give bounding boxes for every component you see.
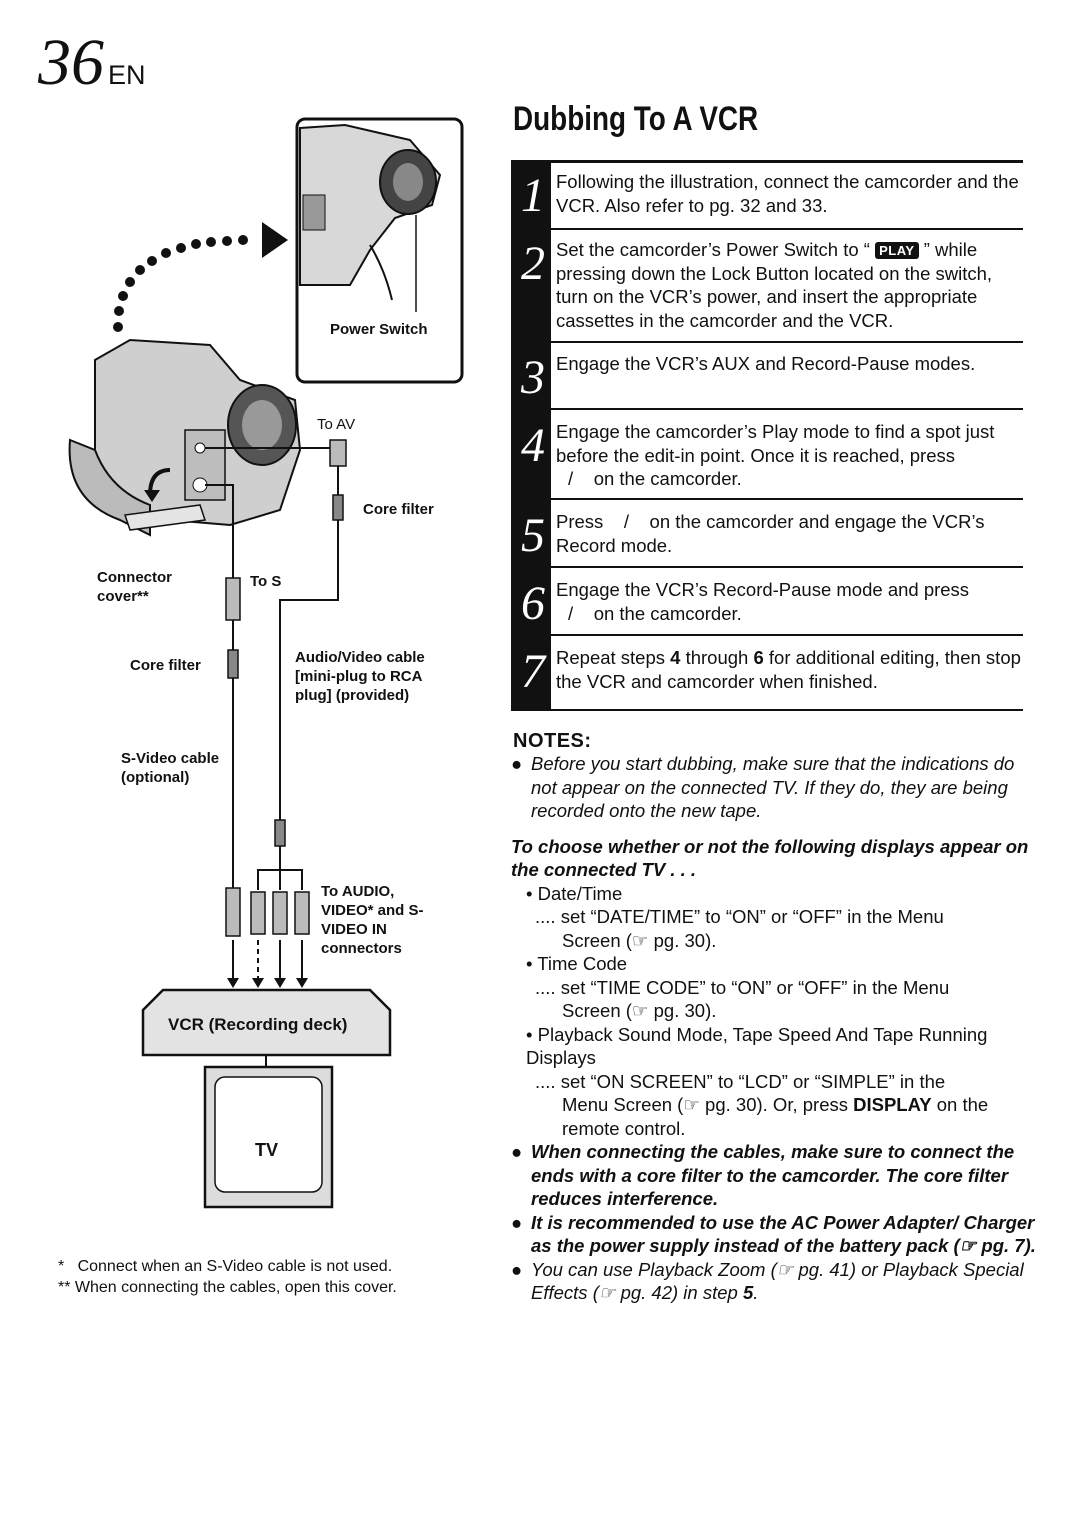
bullet-icon: ● (511, 753, 523, 774)
divider (551, 634, 1023, 636)
step-number: 5 (521, 509, 545, 562)
av-cable-label: Audio/Video cable [mini-plug to RCA plug] (provided) (295, 649, 425, 704)
dotted-arc (113, 222, 288, 332)
bullet-icon: ● (511, 1141, 523, 1162)
step-text (556, 420, 1023, 491)
divider (551, 709, 1023, 711)
to-audio-label: To AUDIO, VIDEO* and S-VIDEO IN connectors (321, 883, 424, 957)
step-ref: 5 (742, 1282, 754, 1303)
note-item (511, 1211, 1036, 1258)
step-text: Press / on the camcorder and engage the VCR’s Record mode. (556, 511, 990, 556)
step-number: 2 (521, 237, 545, 290)
arrows (233, 940, 302, 980)
display-item-cont: Displays (526, 1047, 596, 1068)
bullet-icon: ● (511, 1211, 523, 1233)
step-text-b: ” while pressing down the Lock Button located on the switch, turn on the VCR’s power, and insert the appropriate cassettes in the camcorder and the VCR. (556, 239, 993, 331)
divider (551, 160, 1023, 163)
note-text: When connecting the cables, make sure to connect the ends with a core filter to the camcorder. The core filter reduces interference. (531, 1141, 1015, 1209)
divider (551, 228, 1023, 230)
divider (551, 566, 1023, 568)
step-text (556, 646, 1023, 693)
step-text (556, 238, 1023, 332)
step-text-c: for additional editing, then stop the VCR and camcorder when finished. (556, 647, 1021, 692)
page-title: Dubbing To A VCR (513, 100, 759, 138)
notes-body (511, 752, 1036, 1305)
step-text: Following the illustration, connect the camcorder and the VCR. Also refer to pg. 32 and 33. (556, 171, 1019, 216)
tv-label: TV (255, 1140, 279, 1160)
notes-heading: NOTES: (513, 730, 592, 752)
step-text (556, 578, 1023, 625)
step-ref: 4 (670, 647, 681, 668)
display-item: • Time Code (526, 953, 628, 974)
note-item (511, 752, 1036, 823)
power-switch-label: Power Switch (330, 321, 428, 338)
step-text-a: Set the camcorder’s Power Switch to “ (556, 239, 870, 260)
display-item: • Date/Time (526, 882, 623, 904)
note-text: . (753, 1282, 759, 1303)
step-text-a: Engage the camcorder’s Play mode to find a spot just before the edit-in point. Once it is reached, press (556, 421, 995, 466)
step-number: 1 (521, 169, 545, 222)
note-text: You can use Playback Zoom (☞ pg. 41) or Playback Special Effects (☞ pg. 42) in step (531, 1258, 1024, 1303)
step-number: 7 (521, 645, 545, 698)
footnote-2: ** When connecting the cables, open this cover. (58, 1279, 397, 1296)
step-text-a: Engage the VCR’s Record-Pause mode and press (556, 579, 970, 600)
step-number: 3 (521, 351, 545, 404)
camcorder-inset-icon (300, 125, 440, 312)
play-mode-icon: PLAY (875, 242, 918, 259)
display-key: DISPLAY (853, 1094, 932, 1115)
tv-icon (205, 1067, 332, 1207)
core-filter-right-label: Core filter (363, 501, 434, 518)
note-item (511, 1140, 1036, 1211)
divider (551, 341, 1023, 343)
step-text-b: / on the camcorder. (568, 602, 742, 624)
connector-cover-label: Connector cover** (97, 569, 172, 605)
bullet-icon: ● (511, 1258, 523, 1280)
step-text-b: through (680, 647, 754, 668)
divider (551, 408, 1023, 410)
display-item-detail (511, 1093, 1036, 1117)
step-text-a: Repeat steps (556, 647, 671, 668)
page-number-value: 36 (38, 26, 104, 99)
note-text: Before you start dubbing, make sure that the indications do not appear on the connected TV. If they do, they are being recorded onto the new tape. (531, 753, 1015, 821)
display-item-detail: .... set “ON SCREEN” to “LCD” or “SIMPLE” in the (535, 1070, 946, 1092)
note-item (511, 1258, 1036, 1305)
step-ref: 6 (753, 647, 764, 668)
display-item-detail: Screen (☞ pg. 30). (562, 929, 717, 951)
note-text: It is recommended to use the AC Power Adapter/ Charger as the power supply instead of the battery pack (☞ pg. 7). (531, 1211, 1036, 1256)
detail-text: Menu Screen (☞ pg. 30). Or, press (562, 1094, 854, 1115)
to-s-label: To S (250, 573, 282, 590)
camcorder-icon (70, 340, 300, 535)
connection-diagram (0, 0, 500, 1240)
divider (551, 498, 1023, 500)
page-lang: EN (108, 60, 146, 90)
core-filter-left-label: Core filter (130, 657, 201, 674)
display-item: • Playback Sound Mode, Tape Speed And Tape Running (526, 1023, 988, 1045)
svideo-cable-label: S-Video cable (optional) (121, 750, 220, 786)
arrow-heads (227, 978, 308, 988)
vcr-label: VCR (Recording deck) (168, 1015, 348, 1034)
notes-subheading: To choose whether or not the following displays appear on the connected TV . . . (511, 835, 1029, 880)
display-item-detail: Screen (☞ pg. 30). (562, 1000, 717, 1021)
to-av-label: To AV (317, 416, 356, 433)
display-item-detail: .... set “DATE/TIME” to “ON” or “OFF” in the Menu (535, 906, 944, 927)
step-number: 4 (521, 419, 545, 472)
step-text-b: / on the camcorder. (568, 468, 742, 489)
detail-text: on the (931, 1094, 989, 1115)
step-text: Engage the VCR’s AUX and Record-Pause modes. (556, 353, 976, 374)
display-item-detail: remote control. (562, 1117, 686, 1139)
footnote-1: * Connect when an S-Video cable is not used. (58, 1258, 393, 1275)
display-item-detail: .... set “TIME CODE” to “ON” or “OFF” in the Menu (535, 976, 950, 998)
step-number: 6 (521, 577, 545, 630)
